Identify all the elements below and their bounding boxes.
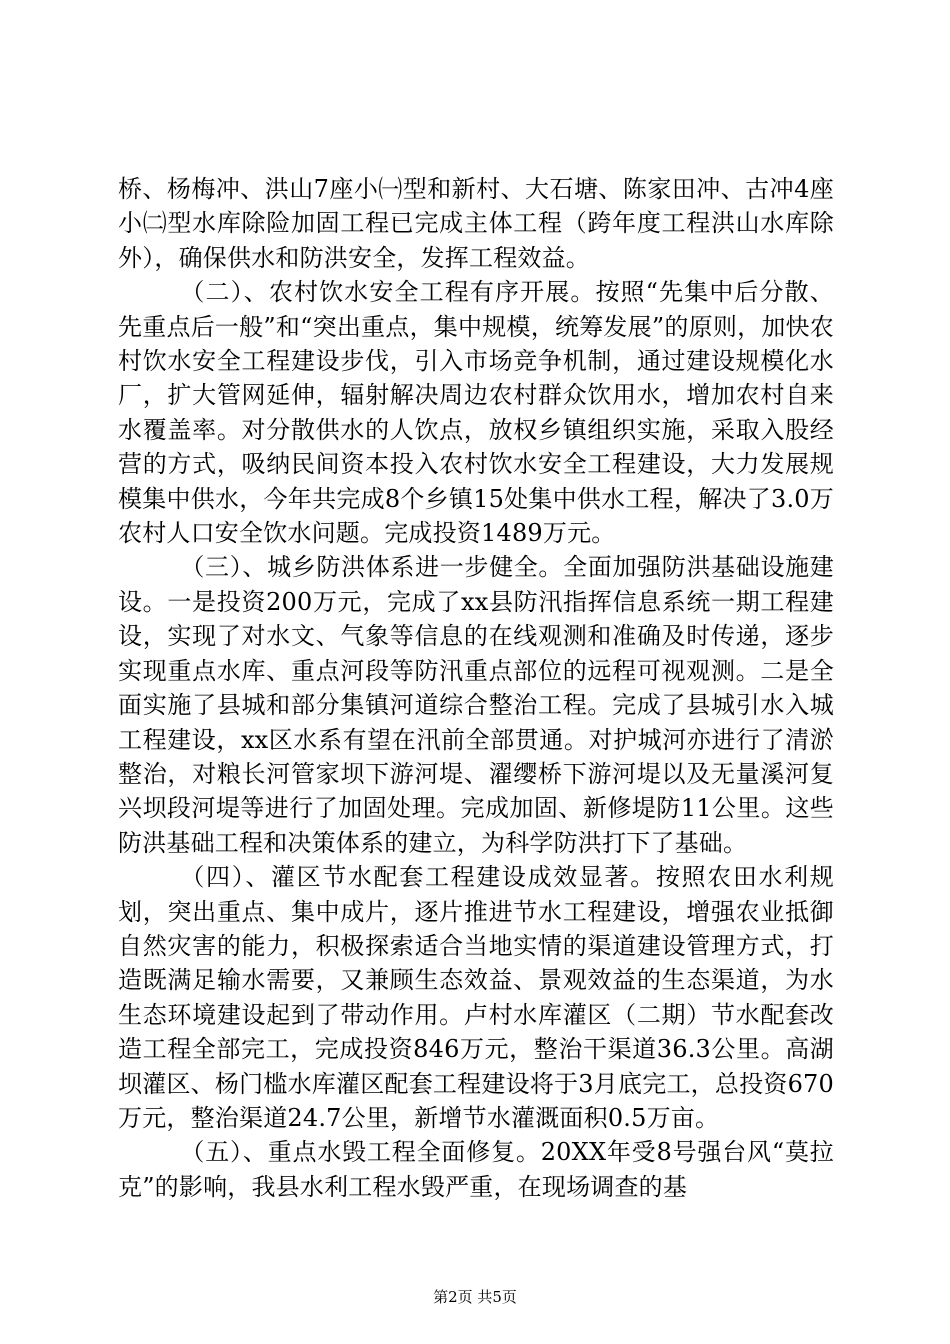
paragraph-rural-water: （二）、农村饮水安全工程有序开展。按照“先集中后分散、先重点后一般”和“突出重点，集中规模，统筹发展”的原则，加快农村饮水安全工程建设步伐，引入市场竞争机制，通过建设规模化水厂，扩大管网延伸，辐射解决周边农村群众饮用水，增加农村自来水覆盖率。对分散供水的人饮点，放权乡镇组织实施，采取入股经营的方式，吸纳民间资本投入农村饮水安全工程建设，大力发展规模集中供水，今年共完成8个乡镇15处集中供水工程，解决了3.0万农村人口安全饮水问题。完成投资1489万元。 [118,278,834,548]
body-text [118,172,834,1204]
paragraph-flood-damage: （五）、重点水毁工程全面修复。20XX年受8号强台风“莫拉克”的影响，我县水利工程水毁严重，在现场调查的基 [118,1138,834,1201]
paragraph-flood-control: （三）、城乡防洪体系进一步健全。全面加强防洪基础设施建设。一是投资200万元，完成了xx县防汛指挥信息系统一期工程建设，实现了对水文、气象等信息的在线观测和准确及时传递，逐步实现重点水库、重点河段等防汛重点部位的远程可视观测。二是全面实施了县城和部分集镇河道综合整治工程。完成了县城引水入城工程建设，xx区水系有望在汛前全部贯通。对护城河亦进行了清淤整治，对粮长河管家坝下游河堤、濯缨桥下游河堤以及无量溪河复兴坝段河堤等进行了加固处理。完成加固、新修堤防11公里。这些防洪基础工程和决策体系的建立，为科学防洪打下了基础。 [118,553,834,857]
page-number-footer: 第2页 共5页 [433,1288,517,1306]
paragraph-continued: 桥、杨梅冲、洪山7座小㈠型和新村、大石塘、陈家田冲、古冲4座小㈡型水库除险加固工程已完成主体工程（跨年度工程洪山水库除外），确保供水和防洪安全，发挥工程效益。 [118,175,834,272]
paragraph-irrigation: （四）、灌区节水配套工程建设成效显著。按照农田水利规划，突出重点、集中成片，逐片推进节水工程建设，增强农业抵御自然灾害的能力，积极探索适合当地实情的渠道建设管理方式，打造既满足输水需要，又兼顾生态效益、景观效益的生态渠道，为水生态环境建设起到了带动作用。卢村水库灌区（二期）节水配套改造工程全部完工，完成投资846万元，整治干渠道36.3公里。高湖坝灌区、杨门槛水库灌区配套工程建设将于3月底完工，总投资670万元，整治渠道24.7公里，新增节水灌溉面积0.5万亩。 [118,863,834,1132]
